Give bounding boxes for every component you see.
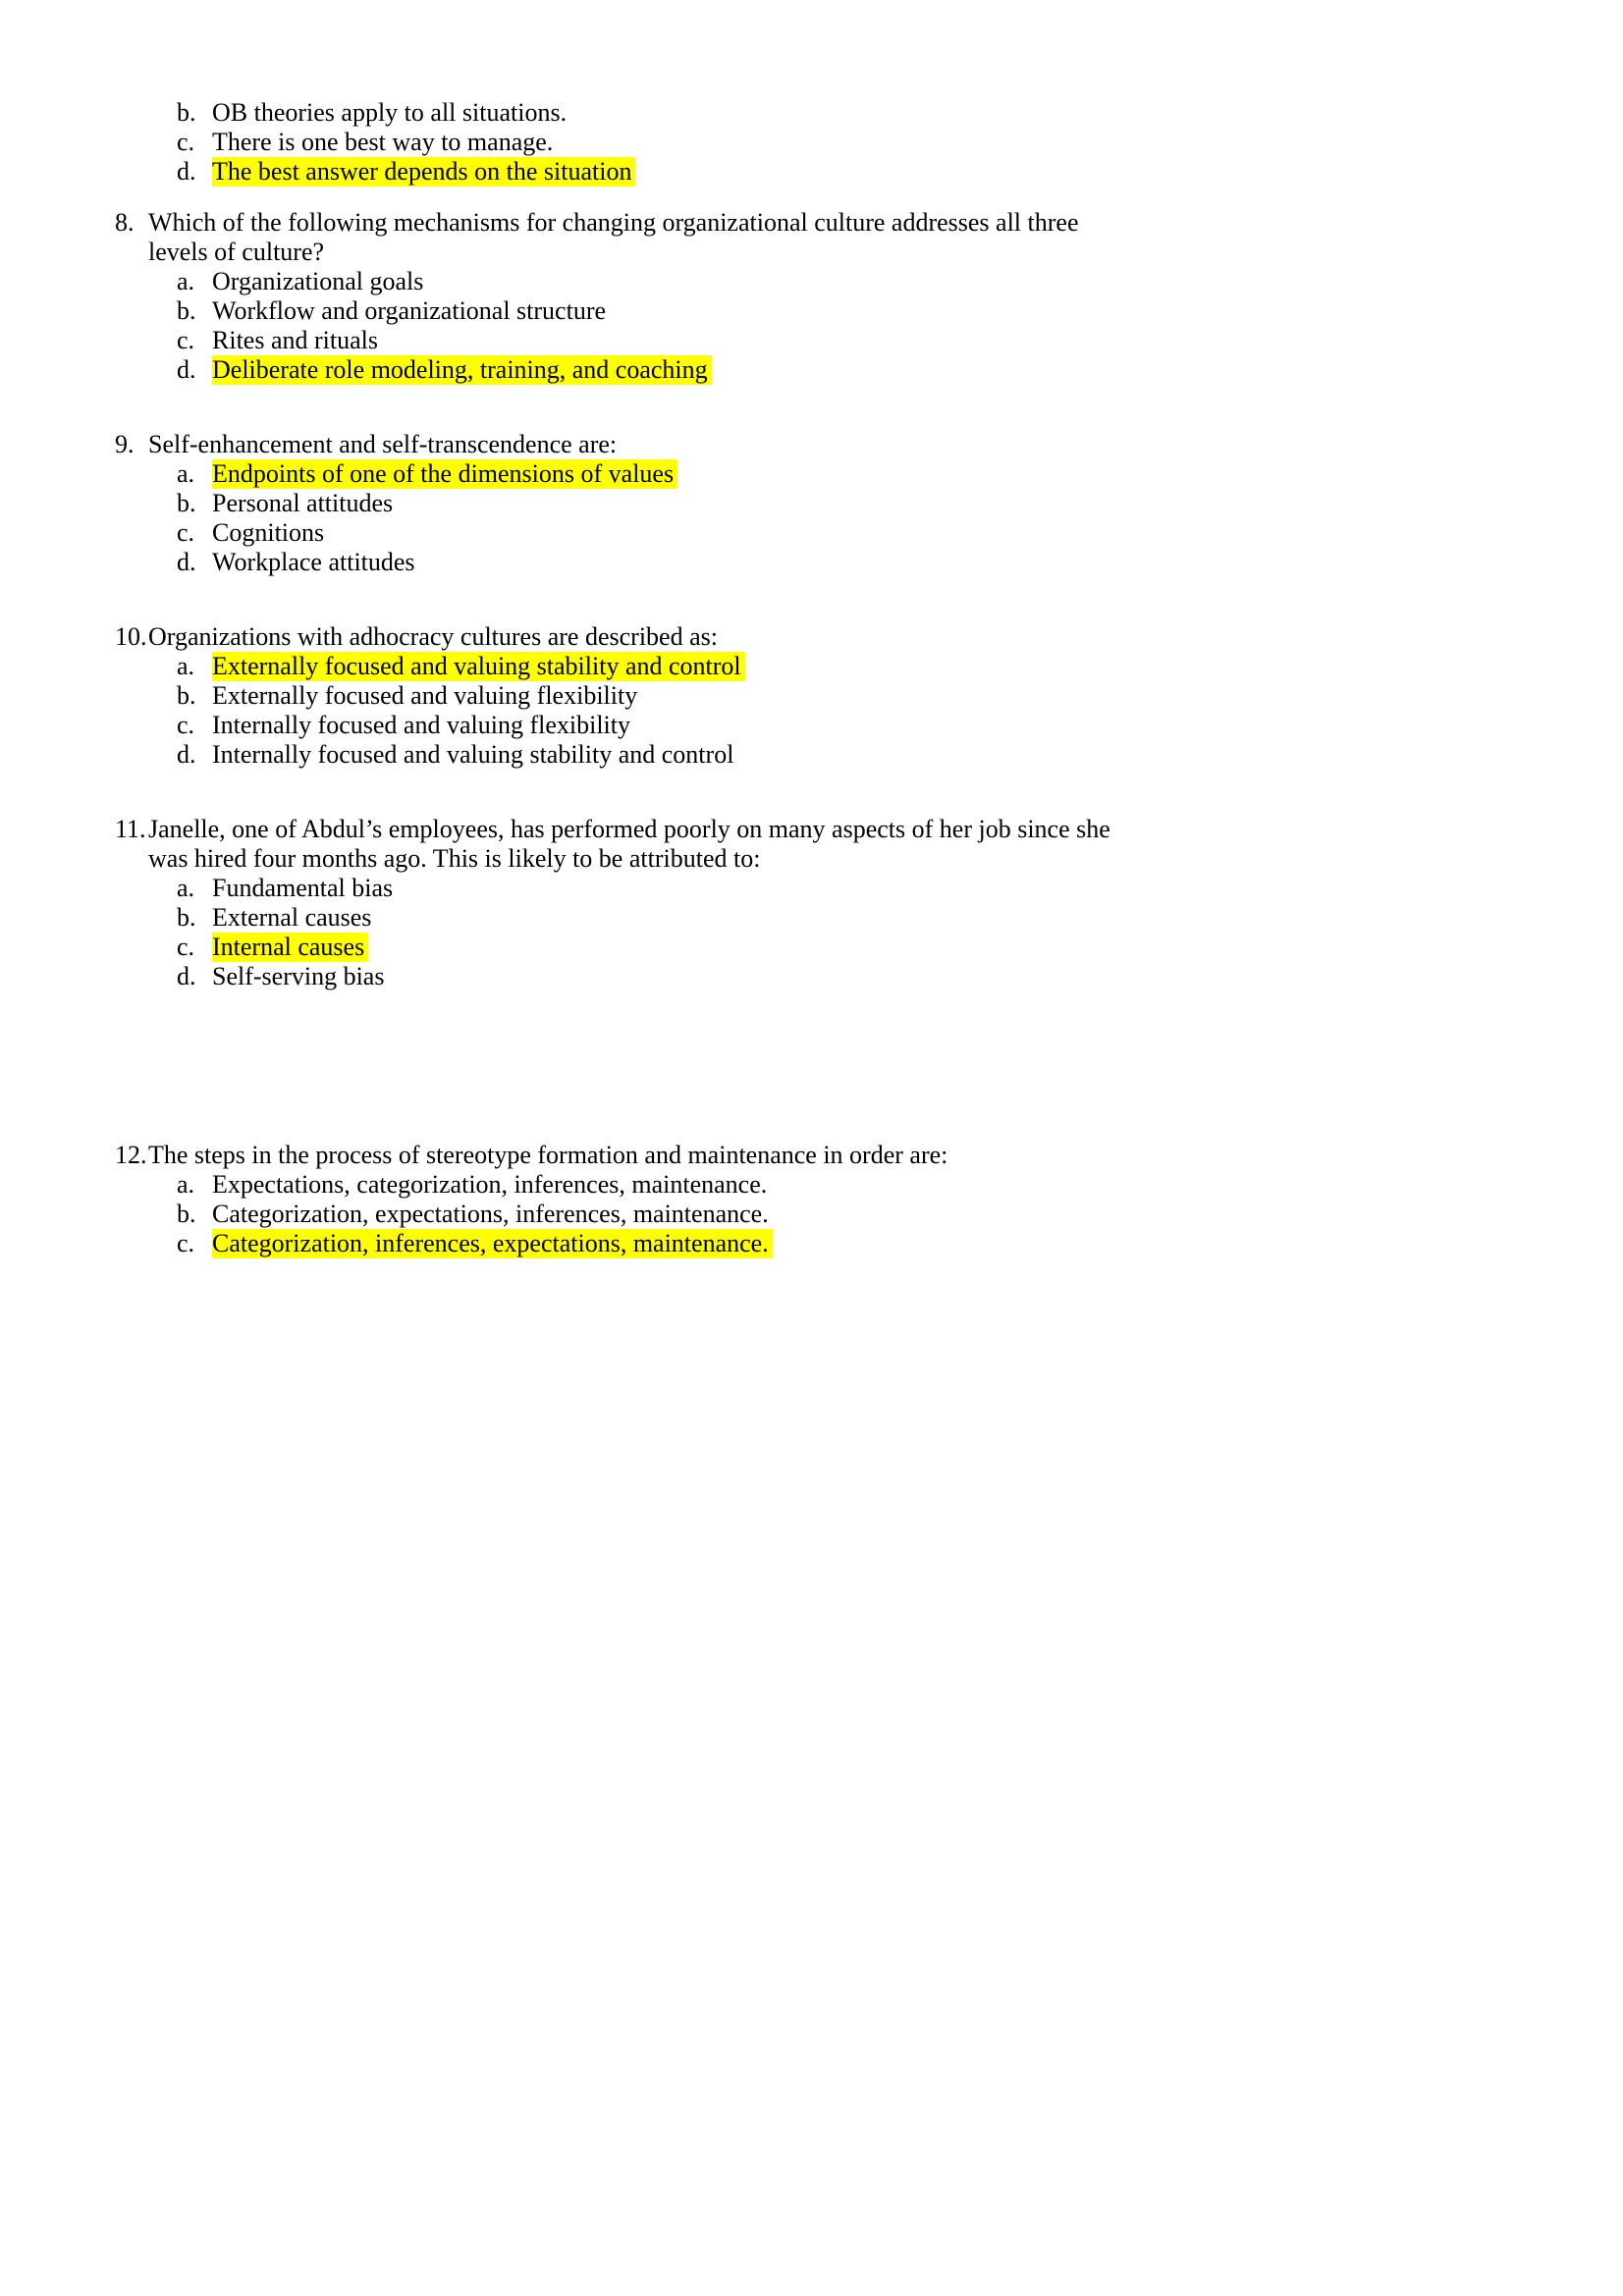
option-text: Rites and rituals (212, 326, 378, 354)
question-line (115, 430, 1486, 459)
option-text: Workplace attitudes (212, 548, 415, 576)
question-partial (115, 98, 1486, 187)
question-number: 9. (115, 430, 135, 458)
option-letter: b. (177, 903, 196, 932)
question-text (148, 815, 1486, 874)
question-text-line: The steps in the process of stereotype formation and maintenance in order are: (148, 1141, 948, 1169)
option (177, 128, 1486, 157)
options-list (177, 459, 1486, 577)
option (177, 962, 1486, 991)
question-text-line: levels of culture? (148, 238, 325, 266)
options-list (177, 1170, 1486, 1258)
question-number: 10. (115, 622, 147, 651)
option (177, 296, 1486, 326)
question-text-line: Self-enhancement and self-transcendence are: (148, 430, 618, 458)
option-text: Internally focused and valuing flexibility (212, 711, 630, 739)
question-text-line: Janelle, one of Abdul’s employees, has performed poorly on many aspects of her job since she (148, 815, 1110, 843)
option (177, 711, 1486, 740)
option-text: Expectations, categorization, inferences, maintenance. (212, 1170, 768, 1199)
question-11 (115, 815, 1486, 991)
option (177, 157, 1486, 187)
option-text-answer-highlight: Internal causes (212, 933, 368, 962)
option (177, 1170, 1486, 1200)
option-letter: b. (177, 489, 196, 517)
question-text (148, 1141, 1486, 1170)
option-letter: a. (177, 1170, 195, 1199)
option (177, 903, 1486, 933)
option-text-answer-highlight: Externally focused and valuing stability and control (212, 652, 745, 681)
option-text: OB theories apply to all situations. (212, 98, 568, 127)
question-line (115, 1141, 1486, 1170)
options-list (177, 267, 1486, 385)
option-text-answer-highlight: The best answer depends on the situation (212, 157, 635, 187)
option-letter: a. (177, 267, 195, 295)
option (177, 518, 1486, 548)
option-text: Fundamental bias (212, 874, 394, 902)
question-text-line: Organizations with adhocracy cultures are described as: (148, 622, 718, 651)
options-list (177, 652, 1486, 770)
option-text-answer-highlight: Deliberate role modeling, training, and coaching (212, 355, 712, 385)
option (177, 267, 1486, 296)
option-text: Cognitions (212, 518, 325, 547)
option (177, 355, 1486, 385)
option-letter: d. (177, 157, 196, 186)
option (177, 874, 1486, 903)
option-text: Personal attitudes (212, 489, 394, 517)
option-text: Self-serving bias (212, 962, 385, 990)
option-text-answer-highlight: Endpoints of one of the dimensions of values (212, 459, 677, 489)
option-text: There is one best way to manage. (212, 128, 554, 156)
option-letter: c. (177, 128, 195, 156)
question-text-line: was hired four months ago. This is likely to be attributed to: (148, 844, 761, 873)
question-line (115, 622, 1486, 652)
option (177, 740, 1486, 770)
option-text: Organizational goals (212, 267, 424, 295)
question-text-line: Which of the following mechanisms for changing organizational culture addresses all three (148, 208, 1079, 237)
option-text: Workflow and organizational structure (212, 296, 607, 325)
options-list (177, 874, 1486, 991)
question-10 (115, 622, 1486, 770)
option-text: Internally focused and valuing stability and control (212, 740, 734, 769)
option-letter: a. (177, 874, 195, 902)
question-text (148, 430, 1486, 459)
option-letter: c. (177, 1229, 195, 1257)
option-letter: a. (177, 459, 195, 488)
option (177, 933, 1486, 962)
question-12 (115, 1141, 1486, 1258)
option-text: Externally focused and valuing flexibility (212, 681, 638, 710)
option-letter: b. (177, 296, 196, 325)
option-letter: c. (177, 711, 195, 739)
question-8 (115, 208, 1486, 385)
option (177, 652, 1486, 681)
question-9 (115, 430, 1486, 577)
option-text: External causes (212, 903, 372, 932)
option-letter: d. (177, 962, 196, 990)
option-letter: b. (177, 681, 196, 710)
option (177, 459, 1486, 489)
question-line (115, 815, 1486, 874)
question-number: 11. (115, 815, 146, 843)
option (177, 1229, 1486, 1258)
option (177, 326, 1486, 355)
option-letter: a. (177, 652, 195, 680)
option-letter: c. (177, 933, 195, 961)
option-text-answer-highlight: Categorization, inferences, expectations, maintenance. (212, 1229, 773, 1258)
option-letter: d. (177, 355, 196, 384)
option (177, 98, 1486, 128)
option-letter: c. (177, 326, 195, 354)
option-letter: c. (177, 518, 195, 547)
option (177, 548, 1486, 577)
option (177, 681, 1486, 711)
option-letter: d. (177, 740, 196, 769)
question-number: 12. (115, 1141, 147, 1169)
option (177, 1200, 1486, 1229)
option (177, 489, 1486, 518)
option-text: Categorization, expectations, inferences, maintenance. (212, 1200, 769, 1228)
option-letter: b. (177, 98, 196, 127)
question-text (148, 622, 1486, 652)
question-line (115, 208, 1486, 267)
options-list (177, 98, 1486, 187)
question-number: 8. (115, 208, 135, 237)
option-letter: b. (177, 1200, 196, 1228)
question-text (148, 208, 1486, 267)
option-letter: d. (177, 548, 196, 576)
